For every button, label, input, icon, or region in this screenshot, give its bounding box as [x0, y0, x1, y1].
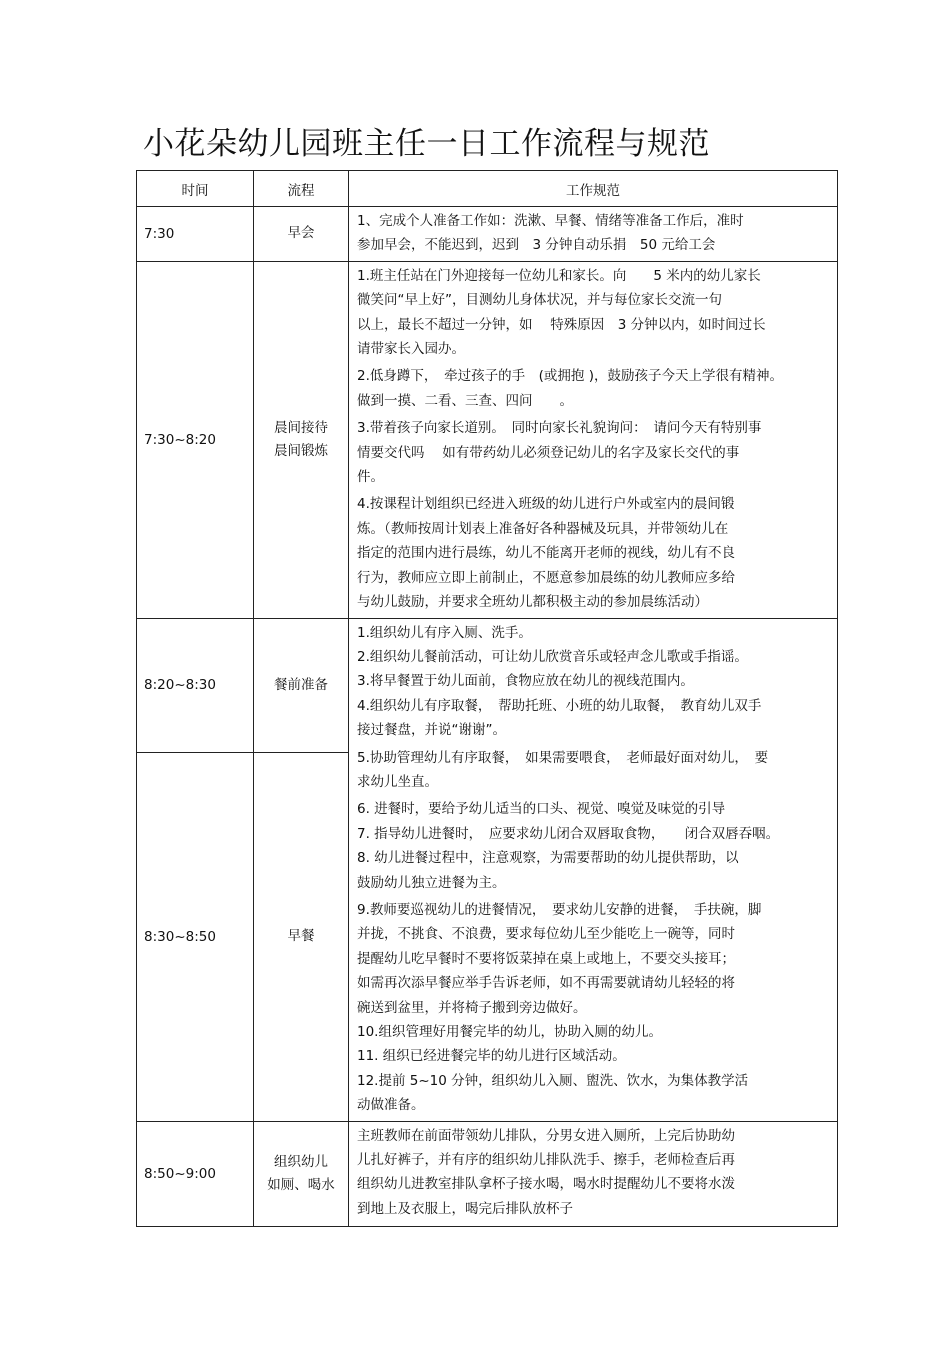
- spec-line: 组织幼儿进教室排队拿杯子接水喝，喝水时提醒幼儿不要将水泼: [357, 1176, 735, 1193]
- process-cell: [254, 1121, 349, 1226]
- spec-line: 求幼儿坐直。: [357, 773, 438, 790]
- table-header-row: [137, 171, 838, 207]
- spec-line: 行为，教师应立即上前制止，不愿意参加晨练的幼儿教师应多给: [357, 569, 735, 586]
- header-spec: 工作规范: [349, 171, 838, 207]
- time-cell: 8:30~8:50: [137, 753, 254, 1122]
- spec-line: 做到一摸、二看、三查、四问 。: [357, 392, 573, 409]
- process-cell: [254, 261, 349, 618]
- spec-line: 参加早会，不能迟到，迟到 3 分钟自动乐捐 50 元给工会: [357, 237, 716, 254]
- spec-line: 与幼儿鼓励，并要求全班幼儿都积极主动的参加晨练活动）: [357, 594, 708, 611]
- workflow-table: [136, 170, 838, 1227]
- header-process: 流程: [254, 171, 349, 207]
- process-cell: [254, 618, 349, 753]
- spec-line: 8. 幼儿进餐过程中，注意观察，为需要帮助的幼儿提供帮助，以: [357, 850, 739, 867]
- page-title: 小花朵幼儿园班主任一日工作流程与规范: [143, 126, 710, 162]
- spec-line: 1.班主任站在门外迎接每一位幼儿和家长。向 5 米内的幼儿家长: [357, 267, 761, 284]
- process-line: 如厕、喝水: [267, 1176, 335, 1193]
- spec-line: 9.教师要巡视幼儿的进餐情况， 要求幼儿安静的进餐， 手扶碗，脚: [357, 901, 762, 918]
- spec-line: 到地上及衣服上，喝完后排队放杯子: [357, 1200, 573, 1217]
- spec-line: 10.组织管理好用餐完毕的幼儿，协助入厕的幼儿。: [357, 1024, 662, 1040]
- time-cell: 7:30: [137, 207, 254, 262]
- spec-line: 鼓励幼儿独立进餐为主。: [357, 874, 506, 891]
- spec-cell: [349, 207, 838, 262]
- spec-line: 接过餐盘，并说“谢谢”。: [357, 722, 506, 739]
- spec-cell: [349, 1121, 838, 1226]
- spec-line: 1、完成个人准备工作如：洗漱、早餐、情绪等准备工作后，准时: [357, 213, 744, 229]
- table-row: [137, 207, 838, 262]
- spec-line: 4.按课程计划组织已经进入班级的幼儿进行户外或室内的晨间锻: [357, 496, 735, 513]
- spec-line: 12.提前 5~10 分钟，组织幼儿入厕、盥洗、饮水，为集体教学活: [357, 1072, 749, 1089]
- header-time: 时间: [137, 171, 254, 207]
- spec-line: 并拢，不挑食、不浪费，要求每位幼儿至少能吃上一碗等，同时: [357, 926, 735, 943]
- time-cell: 8:50~9:00: [137, 1121, 254, 1226]
- spec-line: 2.组织幼儿餐前活动，可让幼儿欣赏音乐或轻声念儿歌或手指谣。: [357, 648, 748, 665]
- table-row: [137, 261, 838, 618]
- spec-line: 动做准备。: [357, 1097, 425, 1114]
- spec-line: 5.协助管理幼儿有序取餐， 如果需要喂食， 老师最好面对幼儿， 要: [357, 749, 769, 766]
- spec-line: 如需再次添早餐应举手告诉老师，如不再需要就请幼儿轻轻的将: [357, 975, 735, 992]
- spec-line: 提醒幼儿吃早餐时不要将饭菜掉在桌上或地上，不要交头接耳；: [357, 950, 735, 967]
- process-line: 晨间锻炼: [274, 442, 328, 459]
- time-cell: 7:30~8:20: [137, 261, 254, 618]
- process-line: 晨间接待: [274, 419, 328, 436]
- spec-line: 6. 进餐时，要给予幼儿适当的口头、视觉、嗅觉及味觉的引导: [357, 801, 726, 818]
- meal-spec-cell: [349, 618, 838, 1121]
- spec-line: 指定的范围内进行晨练，幼儿不能离开老师的视线，幼儿有不良: [357, 545, 735, 562]
- spec-line: 以上，最长不超过一分钟，如 特殊原因 3 分钟以内，如时间过长: [357, 316, 766, 333]
- process-line: 早会: [287, 225, 315, 242]
- process-cell: [254, 207, 349, 262]
- spec-line: 11. 组织已经进餐完毕的幼儿进行区域活动。: [357, 1048, 626, 1065]
- process-line: 组织幼儿: [274, 1153, 328, 1170]
- table-row: [137, 1121, 838, 1226]
- spec-line: 主班教师在前面带领幼儿排队，分男女进入厕所，上完后协助幼: [357, 1127, 735, 1144]
- table-row: [137, 618, 838, 753]
- spec-line: 请带家长入园办。: [357, 341, 465, 358]
- spec-line: 情要交代吗 如有带药幼儿必须登记幼儿的名字及家长交代的事: [357, 444, 740, 461]
- spec-line: 4.组织幼儿有序取餐， 帮助托班、小班的幼儿取餐， 教育幼儿双手: [357, 697, 762, 714]
- spec-line: 1.组织幼儿有序入厕、洗手。: [357, 624, 532, 641]
- spec-line: 件。: [357, 469, 384, 486]
- process-line: 餐前准备: [274, 676, 328, 693]
- spec-line: 3.将早餐置于幼儿面前，食物应放在幼儿的视线范围内。: [357, 673, 694, 690]
- spec-line: 儿扎好裤子，并有序的组织幼儿排队洗手、擦手，老师检查后再: [357, 1152, 735, 1169]
- process-cell: [254, 753, 349, 1122]
- process-line: 早餐: [287, 928, 315, 945]
- spec-line: 7. 指导幼儿进餐时， 应要求幼儿闭合双唇取食物， 闭合双唇吞咽。: [357, 825, 780, 842]
- time-cell: 8:20~8:30: [137, 618, 254, 753]
- spec-line: 碗送到盆里，并将椅子搬到旁边做好。: [357, 999, 587, 1016]
- spec-line: 3.带着孩子向家长道别。 同时向家长礼貌询问： 请问今天有特别事: [357, 420, 762, 437]
- spec-line: 炼。（教师按周计划表上准备好各种器械及玩具，并带领幼儿在: [357, 520, 729, 537]
- spec-line: 2.低身蹲下， 牵过孩子的手 (或拥抱 )，鼓励孩子今天上学很有精神。: [357, 368, 783, 385]
- spec-line: 微笑问“早上好”，目测幼儿身体状况，并与每位家长交流一句: [357, 292, 722, 309]
- spec-cell: [349, 261, 838, 618]
